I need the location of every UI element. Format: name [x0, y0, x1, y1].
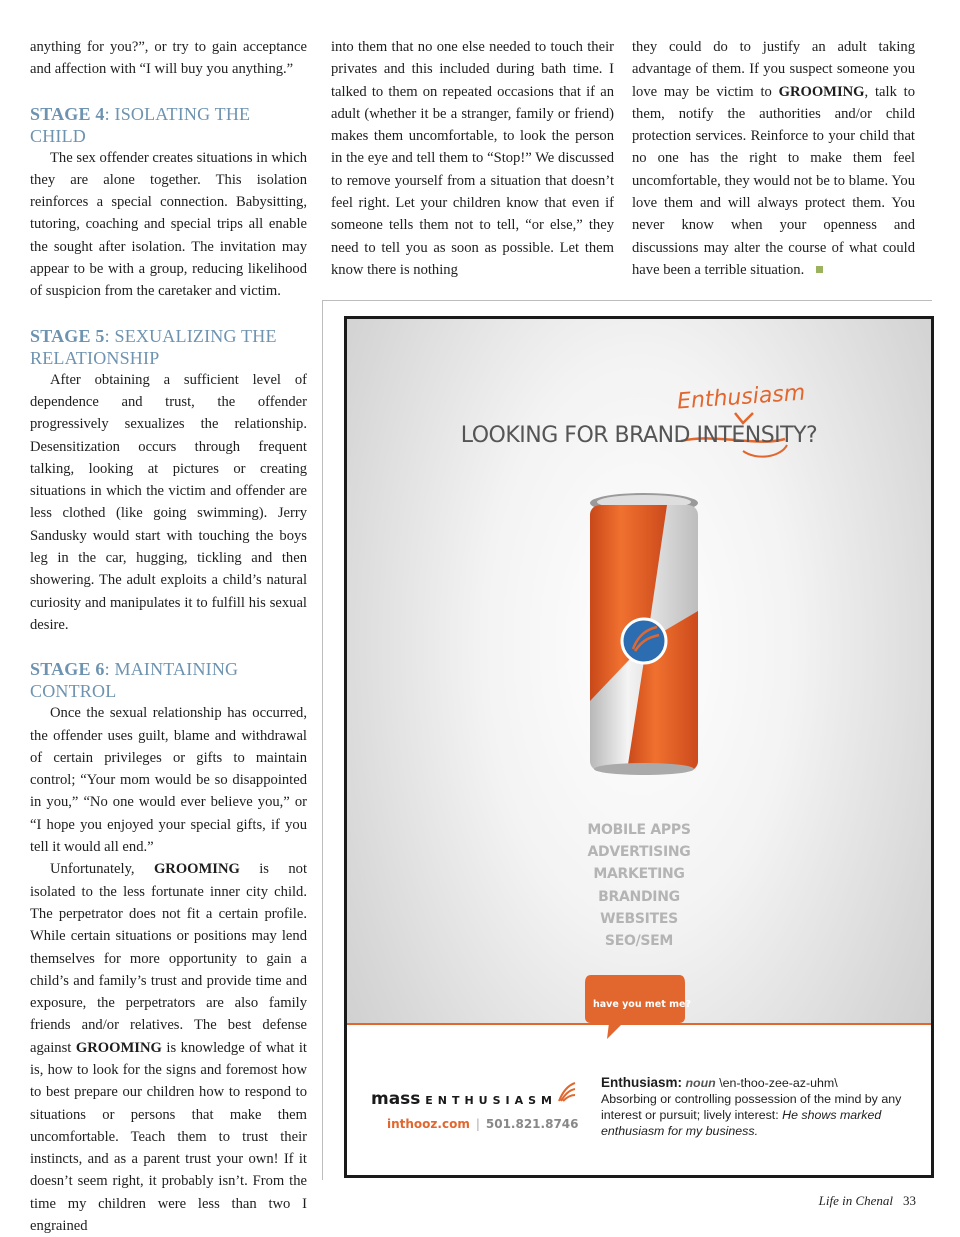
stage-6-body: Once the sexual relationship has occurred, the offender uses guilt, blame and withdrawal of certain privileges or gifts to maintain control; “Your mom would be so disappointed in you,” “No one would ever believe you,” or “I hope you enjoyed your special gifts, if you tell it would all end.”: [30, 705, 307, 856]
stage-5-heading: [30, 325, 307, 369]
column-3-start: they could do to justify an adult taking advantage of them. If you suspect someone you love may be victim to: [632, 39, 915, 100]
dictionary-definition: [601, 1075, 911, 1139]
service-item: SEO/SEM: [604, 933, 674, 950]
grooming-paragraph-end: is knowledge of what it is, how to look for the signs and foremost how to best prepare our children how to respond to situations or persons that make them uncomfortable. Teach them to trust their instincts, and as a parent trust your own! If it doesn’t seem right, it probably isn’t. From the time my children were less than two I engrained: [30, 1039, 307, 1235]
article-column-1: [30, 36, 307, 1237]
article-column-2: [331, 36, 614, 281]
stage-4-heading: [30, 103, 307, 147]
stage-4-title: : ISOLATING THE CHILD: [30, 103, 251, 146]
stage-4-body: The sex offender creates situations in which they are alone together. This isolation reinforces a special connection. Babysitting, tutoring, coaching and special trips all enable the sought after isolation. The invitation may appear to be with a group, reducing likelihood of suspicion from the caretaker and victim.: [30, 149, 307, 300]
definition-pronunciation: \en-thoo-zee-az-uhm\: [719, 1076, 838, 1090]
intro-paragraph: anything for you?”, or try to gain acceptance and affection with “I will buy you anything.”: [30, 39, 307, 78]
brand-logo: [371, 1089, 557, 1109]
stage-6-title: : MAINTAINING CONTROL: [30, 659, 239, 702]
service-item: MARKETING: [593, 866, 685, 883]
definition-example: He shows marked enthusiasm for my business.: [601, 1108, 882, 1138]
brand-logo-bold: mass: [371, 1089, 421, 1109]
brand-logo-spaced: ENTHUSIASM: [425, 1094, 557, 1107]
stage-5-body: After obtaining a sufficient level of dependence and trust, the offender progressively sexualizes the relationship. Desensitization occurs through frequent talking, looking at pictures or creating situations in which the victim and offender are less clothed (like going swimming). Jerry Sandusky would start with touching the boys leg in the car, hugging, tickling and then showering. The adult exploits a child’s natural curiosity and manipulates it to fulfill his sexual desire.: [30, 371, 307, 633]
stage-4-number: STAGE 4: [30, 103, 105, 124]
article-column-3: [632, 36, 915, 281]
ad-headline: [347, 423, 931, 448]
headline-struck-word: INTENSI: [696, 423, 781, 448]
definition-part-of-speech: noun: [685, 1076, 716, 1090]
column-3-end: , talk to them, notify the authorities and/or child protection services. Reinforce to your child that no one has the right to make them feel uncomfortable, they would not be to blame. You love them and will always protect them. You never know when your openness and discussions may alter the course of what could have been a terrible situation.: [632, 83, 915, 278]
ad-website: inthooz.com: [387, 1117, 470, 1131]
service-item: MOBILE APPS: [587, 822, 691, 838]
speech-bubble-text: have you met me?: [593, 999, 691, 1010]
definition-body: Absorbing or controlling possession of the mind by any interest or pursuit; lively interest:: [601, 1092, 902, 1122]
grooming-paragraph-middle: is not isolated to the less fortunate inner city child. The perpetrator does not fit a certain profile. While certain situations or positions may lend themselves for more opportunity to gain a child’s and family’s trust and provide time and exposure, the perpetrators are also family friends and/or relatives. The best defense against: [30, 861, 307, 1056]
magazine-name: Life in Chenal: [818, 1193, 893, 1208]
column-3-body: [632, 36, 915, 281]
grooming-paragraph-start: Unfortunately,: [50, 861, 154, 878]
grooming-paragraph: [30, 858, 307, 1237]
stage-5-number: STAGE 5: [30, 325, 105, 346]
grooming-term: GROOMING: [778, 83, 865, 100]
ad-contact-line: [387, 1117, 579, 1131]
column-divider: [322, 300, 323, 1180]
grooming-term: GROOMING: [75, 1039, 162, 1056]
stage-6-number: STAGE 6: [30, 659, 105, 680]
stage-6-heading: [30, 658, 307, 702]
grooming-term: GROOMING: [153, 861, 240, 878]
services-list: [347, 819, 931, 952]
page-footer: [819, 1193, 916, 1209]
mass-enthusiasm-advertisement: [344, 316, 934, 1178]
service-item: ADVERTISING: [587, 844, 691, 861]
ad-phone: 501.821.8746: [485, 1117, 579, 1131]
brand-swoosh-icon: [557, 1081, 577, 1103]
end-of-article-mark: [816, 266, 823, 273]
headline-end: TY?: [780, 423, 818, 448]
service-item: BRANDING: [598, 888, 680, 905]
energy-can-icon: [587, 491, 701, 781]
definition-term: Enthusiasm:: [601, 1075, 683, 1090]
service-item: WEBSITES: [600, 910, 678, 927]
stage-5-title: : SEXUALIZING THE RELATIONSHIP: [30, 325, 277, 368]
column-2-body: into them that no one else needed to touch their privates and this included during bath time. I talked to them on repeated occasions that if an adult (whether it be a stranger, family or friend) makes them uncomfortable, to look the person in the eye and tell them to “Stop!” We discussed to remove yourself from a situation that doesn’t feel right. Let your children know that even if someone tells them not to tell, “or else,” they need to tell you as soon as possible. Let them know there is nothing: [331, 39, 614, 278]
headline-start: LOOKING FOR BRAND: [460, 423, 697, 448]
contact-separator: |: [475, 1117, 480, 1131]
page-number: 33: [903, 1193, 916, 1208]
ad-top-rule: [322, 300, 932, 301]
handwritten-correction: Enthusiasm: [676, 380, 807, 415]
